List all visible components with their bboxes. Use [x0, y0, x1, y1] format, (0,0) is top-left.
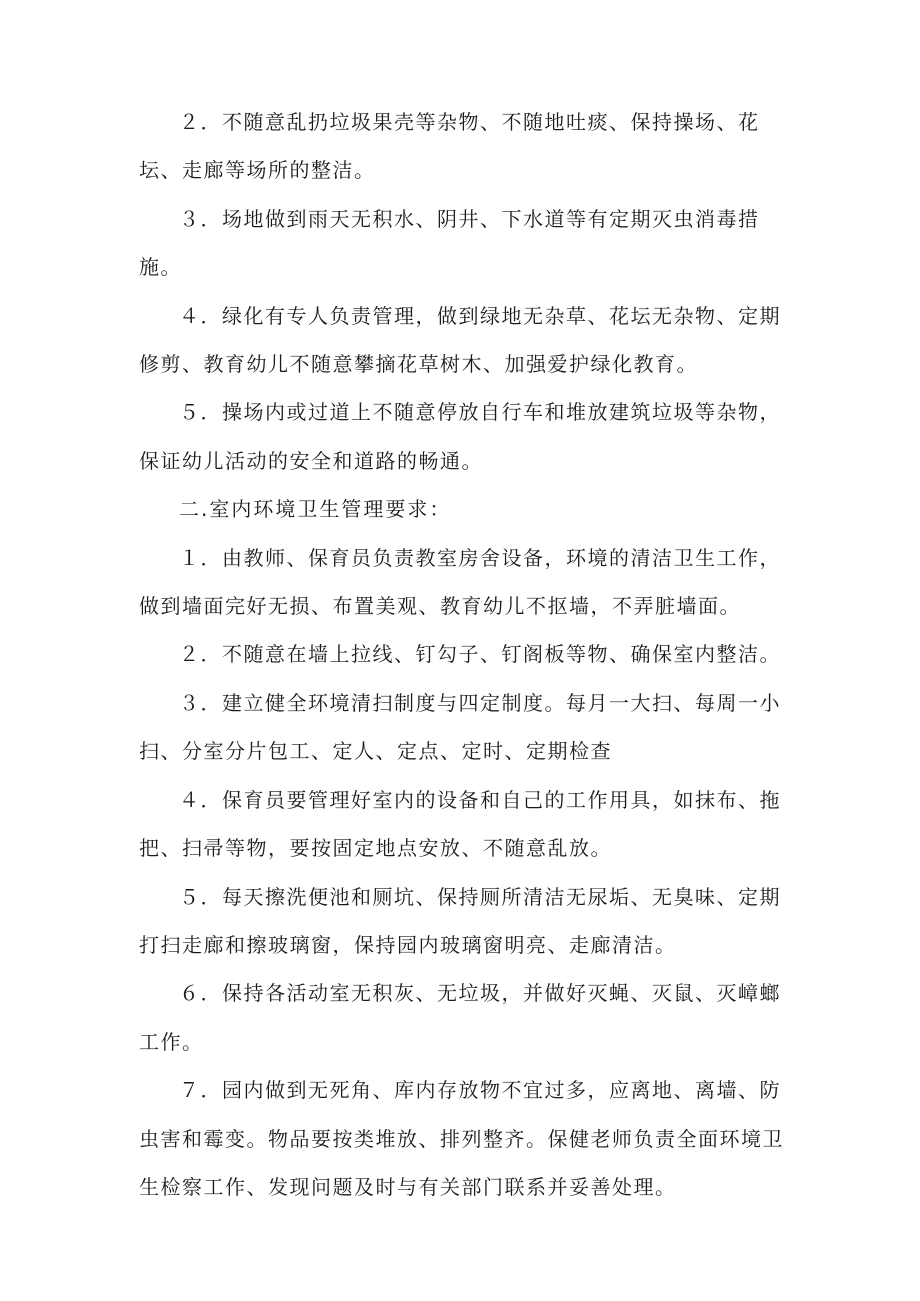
paragraph-indoor-3: ３．建立健全环境清扫制度与四定制度。每月一大扫、每周一小扫、分室分片包工、定人、定点、定时、定期检查 — [139, 690, 781, 764]
paragraph-outdoor-4: ４．绿化有专人负责管理，做到绿地无杂草、花坛无杂物、定期修剪、教育幼儿不随意攀摘花草树木、加强爱护绿化教育。 — [139, 303, 781, 377]
document-body — [139, 98, 799, 1211]
paragraph-indoor-1: １．由教师、保育员负责教室房舍设备，环境的清洁卫生工作，做到墙面完好无损、布置美观、教育幼儿不抠墙，不弄脏墙面。 — [139, 545, 781, 619]
section-heading-indoor: 二.室内环境卫生管理要求： — [179, 497, 452, 522]
paragraph-outdoor-3: ３．场地做到雨天无积水、阴井、下水道等有定期灭虫消毒措施。 — [139, 206, 760, 280]
paragraph-outdoor-5: ５．操场内或过道上不随意停放自行车和堆放建筑垃圾等杂物，保证幼儿活动的安全和道路的畅通。 — [139, 400, 781, 473]
paragraph-outdoor-2: ２．不随意乱扔垃圾果壳等杂物、不随地吐痰、保持操场、花坛、走廊等场所的整洁。 — [139, 110, 760, 183]
paragraph-indoor-7: ７．园内做到无死角、库内存放物不宜过多，应离地、离墙、防虫害和霉变。物品要按类堆放、排列整齐。保健老师负责全面环境卫生检察工作、发现问题及时与有关部门联系并妥善处理。 — [139, 1078, 784, 1199]
paragraph-indoor-2: ２．不随意在墙上拉线、钉勾子、钉阁板等物、确保室内整洁。 — [179, 642, 781, 667]
paragraph-indoor-5: ５．每天擦洗便池和厕坑、保持厕所清洁无尿垢、无臭味、定期打扫走廊和擦玻璃窗，保持园内玻璃窗明亮、走廊清洁。 — [139, 884, 781, 957]
paragraph-indoor-6: ６．保持各活动室无积灰、无垃圾，并做好灭蝇、灭鼠、灭嶂螂工作。 — [139, 981, 781, 1054]
paragraph-indoor-4: ４．保育员要管理好室内的设备和自己的工作用具，如抹布、拖把、扫帚等物，要按固定地点安放、不随意乱放。 — [139, 787, 781, 861]
